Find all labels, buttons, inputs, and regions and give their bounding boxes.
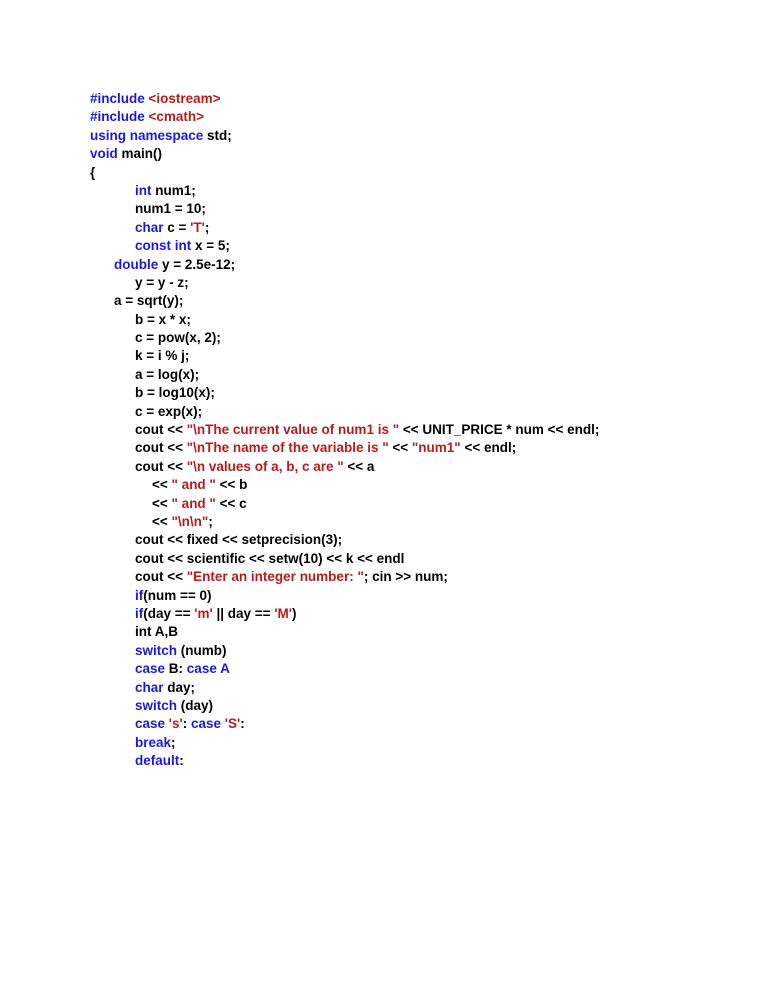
code-text: <<	[388, 440, 412, 456]
code-text: :	[182, 716, 191, 732]
code-text: )	[291, 605, 297, 621]
code-line	[90, 734, 599, 752]
string-literal: "\n\n"	[171, 513, 209, 529]
code-text: c = pow(x, 2);	[135, 330, 221, 346]
code-text: ;	[204, 219, 210, 235]
code-text: << c	[215, 495, 247, 511]
code-text: (day)	[180, 697, 214, 713]
code-line	[90, 108, 599, 126]
keyword-token: char	[135, 679, 168, 695]
code-line	[90, 623, 599, 641]
code-line	[90, 513, 599, 531]
code-text: c =	[167, 219, 191, 235]
code-line	[90, 660, 599, 678]
code-line	[90, 200, 599, 218]
code-text: :	[240, 716, 245, 732]
keyword-token: using namespace	[90, 127, 208, 143]
keyword-token: #include	[90, 91, 149, 106]
code-line	[90, 458, 599, 476]
code-text: (num == 0)	[143, 587, 212, 603]
code-text: a = sqrt(y);	[114, 293, 184, 309]
code-line	[90, 384, 599, 402]
code-listing	[90, 90, 599, 770]
code-text: cout <<	[135, 458, 187, 474]
keyword-token: double	[114, 256, 162, 272]
string-literal: 'T'	[190, 219, 205, 235]
code-line	[90, 219, 599, 237]
code-text: y = 2.5e-12;	[162, 256, 236, 272]
code-line	[90, 697, 599, 715]
keyword-token: if	[135, 605, 144, 621]
code-text: c = exp(x);	[135, 403, 203, 419]
code-text: ;	[208, 513, 213, 529]
string-literal: 'M'	[274, 605, 292, 621]
code-line	[90, 237, 599, 255]
string-literal: <iostream>	[148, 91, 221, 106]
code-text: << UNIT_PRICE * num << endl;	[399, 422, 600, 438]
code-line	[90, 145, 599, 163]
keyword-token: case	[135, 716, 169, 732]
code-line	[90, 605, 599, 623]
code-text: cout <<	[135, 440, 187, 456]
code-text: y = y - z;	[135, 274, 189, 290]
code-line	[90, 679, 599, 697]
keyword-token: break	[135, 734, 172, 750]
code-line	[90, 568, 599, 586]
code-text: || day ==	[212, 605, 275, 621]
code-text: cout <<	[135, 422, 187, 438]
code-line	[90, 587, 599, 605]
code-text: k = i % j;	[135, 348, 190, 364]
keyword-token: case	[190, 716, 225, 732]
code-text: << endl;	[460, 440, 517, 456]
code-line	[90, 495, 599, 513]
code-text: b = log10(x);	[135, 385, 215, 401]
string-literal: <cmath>	[148, 109, 205, 125]
string-literal: "\nThe name of the variable is "	[186, 440, 389, 456]
code-text: cout << scientific << setw(10) << k << endl	[135, 550, 405, 566]
code-line	[90, 366, 599, 384]
keyword-token: case A	[186, 661, 230, 677]
code-text: :	[179, 753, 184, 769]
keyword-token: char	[135, 219, 168, 235]
string-literal: "Enter an integer number: "	[186, 569, 364, 585]
code-line	[90, 256, 599, 274]
code-text: day;	[167, 679, 196, 695]
code-line	[90, 421, 599, 439]
code-line	[90, 642, 599, 660]
code-text: <<	[152, 513, 172, 529]
string-literal: " and "	[171, 477, 216, 493]
code-text: << b	[215, 477, 248, 493]
string-literal: 'm'	[194, 605, 213, 621]
code-line	[90, 403, 599, 421]
keyword-token: const int	[135, 238, 195, 254]
code-line	[90, 274, 599, 292]
code-text: b = x * x;	[135, 311, 191, 327]
code-line	[90, 439, 599, 457]
code-text: ; cin >> num;	[363, 569, 448, 585]
keyword-token: case	[135, 661, 169, 677]
code-line	[90, 292, 599, 310]
code-line	[90, 182, 599, 200]
code-line	[90, 311, 599, 329]
code-text: cout <<	[135, 569, 187, 585]
code-text: num1 = 10;	[135, 201, 206, 217]
string-literal: " and "	[171, 495, 216, 511]
code-line	[90, 90, 599, 108]
code-text: (day ==	[143, 605, 195, 621]
code-text: <<	[152, 495, 172, 511]
code-text: {	[90, 164, 96, 180]
code-text: x = 5;	[195, 238, 230, 254]
code-line	[90, 550, 599, 568]
code-line	[90, 752, 599, 770]
string-literal: 'S'	[224, 716, 241, 732]
code-text: (numb)	[180, 642, 227, 658]
code-text: cout << fixed << setprecision(3);	[135, 532, 343, 548]
code-text: ;	[171, 734, 176, 750]
string-literal: "\nThe current value of num1 is "	[186, 422, 400, 438]
code-text: a = log(x);	[135, 366, 200, 382]
string-literal: "\n values of a, b, c are "	[186, 458, 344, 474]
code-line	[90, 329, 599, 347]
code-line	[90, 164, 599, 182]
code-line	[90, 715, 599, 733]
keyword-token: switch	[135, 642, 181, 658]
code-text: main()	[121, 146, 163, 162]
code-text: int A,B	[135, 624, 178, 640]
code-text: B:	[168, 661, 187, 677]
string-literal: "num1"	[411, 440, 461, 456]
keyword-token: #include	[90, 109, 149, 125]
code-text: << a	[343, 458, 375, 474]
keyword-token: default	[135, 753, 180, 769]
string-literal: 's'	[168, 716, 183, 732]
keyword-token: void	[90, 146, 122, 162]
code-line	[90, 127, 599, 145]
code-text: std;	[207, 127, 232, 143]
keyword-token: int	[135, 182, 156, 198]
code-text: <<	[152, 477, 172, 493]
code-line	[90, 476, 599, 494]
keyword-token: switch	[135, 697, 181, 713]
keyword-token: if	[135, 587, 144, 603]
code-text: num1;	[155, 182, 196, 198]
code-line	[90, 347, 599, 365]
code-line	[90, 531, 599, 549]
